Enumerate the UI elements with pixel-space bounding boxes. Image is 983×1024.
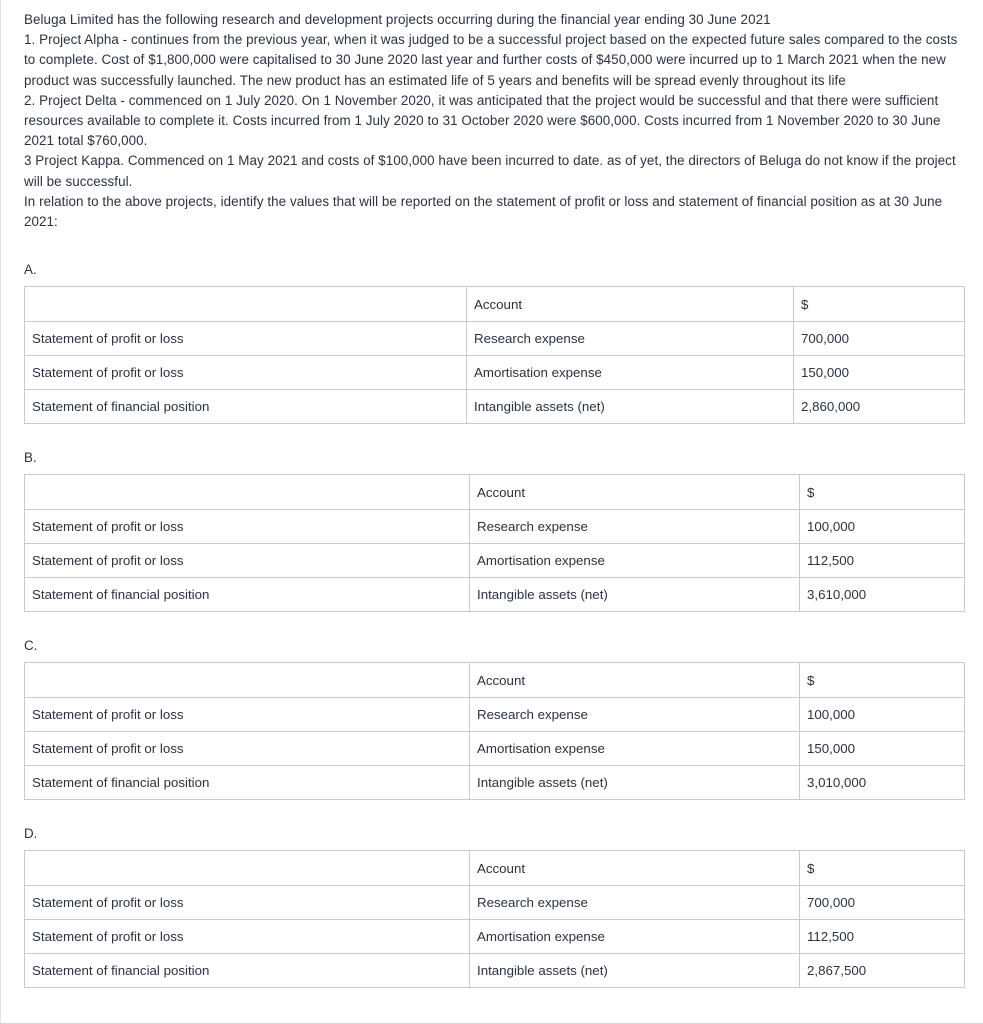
cell-statement: Statement of profit or loss bbox=[25, 698, 470, 732]
table-header-row bbox=[25, 287, 965, 322]
cell-amount: 3,610,000 bbox=[800, 578, 965, 612]
cell-amount: 2,860,000 bbox=[794, 390, 965, 424]
table-row bbox=[25, 766, 965, 800]
option-table-a bbox=[24, 286, 965, 424]
cell-statement: Statement of profit or loss bbox=[25, 886, 470, 920]
cell-statement: Statement of financial position bbox=[25, 578, 470, 612]
table-row bbox=[25, 578, 965, 612]
header-cell-amount: $ bbox=[800, 851, 965, 886]
table-header-row bbox=[25, 475, 965, 510]
question-paragraph-3: 3 Project Kappa. Commenced on 1 May 2021 and costs of $100,000 have been incurred to date. as of yet, the directors of Beluga do not know if the project will be successful. bbox=[24, 153, 956, 189]
cell-account: Amortisation expense bbox=[470, 920, 800, 954]
table-row bbox=[25, 356, 965, 390]
cell-account: Research expense bbox=[470, 510, 800, 544]
spacer bbox=[24, 612, 963, 636]
cell-amount: 150,000 bbox=[794, 356, 965, 390]
question-paragraph-1: 1. Project Alpha - continues from the previous year, when it was judged to be a successful project based on the expected future sales compared to the costs to complete. Cost of $1,800,000 were capitalised to 30 June 2020 last year and further costs of $450,000 were incurred up to 1 March 2021 when the new product was successfully launched. The new product has an estimated life of 5 years and benefits will be spread evenly throughout its life bbox=[24, 32, 958, 88]
cell-amount: 3,010,000 bbox=[800, 766, 965, 800]
table-row bbox=[25, 732, 965, 766]
cell-account: Amortisation expense bbox=[470, 732, 800, 766]
option-table-b bbox=[24, 474, 965, 612]
cell-account: Research expense bbox=[470, 698, 800, 732]
table-row bbox=[25, 886, 965, 920]
header-cell-account: Account bbox=[470, 851, 800, 886]
header-cell-blank bbox=[25, 663, 470, 698]
table-header-row bbox=[25, 851, 965, 886]
question-paragraph-4: In relation to the above projects, identify the values that will be reported on the statement of profit or loss and statement of financial position as at 30 June 2021: bbox=[24, 193, 943, 230]
cell-statement: Statement of profit or loss bbox=[25, 356, 467, 390]
table-row bbox=[25, 920, 965, 954]
cell-account: Research expense bbox=[470, 886, 800, 920]
header-cell-blank bbox=[25, 287, 467, 322]
header-cell-blank bbox=[25, 851, 470, 886]
header-cell-amount: $ bbox=[794, 287, 965, 322]
table-row bbox=[25, 390, 965, 424]
table-row bbox=[25, 322, 965, 356]
option-label-d: D. bbox=[24, 826, 38, 842]
cell-amount: 700,000 bbox=[794, 322, 965, 356]
cell-account: Intangible assets (net) bbox=[470, 954, 800, 988]
header-cell-account: Account bbox=[470, 475, 800, 510]
option-label-a: A. bbox=[24, 262, 37, 278]
cell-amount: 100,000 bbox=[800, 698, 965, 732]
cell-statement: Statement of profit or loss bbox=[25, 322, 467, 356]
question-paragraph-2: 2. Project Delta - commenced on 1 July 2020. On 1 November 2020, it was anticipated that the project would be successful and that there were sufficient resources available to complete it. Costs incurred from 1 July 2020 to 31 October 2020 were $600,000. Costs incurred from 1 November 2020 to 30 June 2021 total $760,000. bbox=[24, 92, 941, 149]
header-cell-account: Account bbox=[470, 663, 800, 698]
cell-statement: Statement of profit or loss bbox=[25, 544, 470, 578]
cell-account: Amortisation expense bbox=[470, 544, 800, 578]
cell-amount: 2,867,500 bbox=[800, 954, 965, 988]
option-table-c bbox=[24, 662, 965, 800]
option-table-d bbox=[24, 850, 965, 988]
table-row bbox=[25, 954, 965, 988]
cell-statement: Statement of financial position bbox=[25, 766, 470, 800]
cell-account: Intangible assets (net) bbox=[470, 578, 800, 612]
cell-statement: Statement of profit or loss bbox=[25, 920, 470, 954]
spacer bbox=[24, 800, 963, 824]
cell-amount: 700,000 bbox=[800, 886, 965, 920]
cell-statement: Statement of financial position bbox=[25, 390, 467, 424]
cell-amount: 112,500 bbox=[800, 920, 965, 954]
header-cell-blank bbox=[25, 475, 470, 510]
table-row bbox=[25, 698, 965, 732]
cell-account: Intangible assets (net) bbox=[467, 390, 794, 424]
cell-amount: 150,000 bbox=[800, 732, 965, 766]
cell-statement: Statement of profit or loss bbox=[25, 510, 470, 544]
cell-account: Intangible assets (net) bbox=[470, 766, 800, 800]
spacer bbox=[24, 424, 963, 448]
cell-account: Amortisation expense bbox=[467, 356, 794, 390]
option-label-c: C. bbox=[24, 638, 38, 654]
table-row bbox=[25, 510, 965, 544]
spacer bbox=[24, 232, 963, 260]
header-cell-amount: $ bbox=[800, 475, 965, 510]
cell-statement: Statement of profit or loss bbox=[25, 732, 470, 766]
cell-statement: Statement of financial position bbox=[25, 954, 470, 988]
option-label-b: B. bbox=[24, 450, 37, 466]
header-cell-amount: $ bbox=[800, 663, 965, 698]
header-cell-account: Account bbox=[467, 287, 794, 322]
cell-amount: 100,000 bbox=[800, 510, 965, 544]
table-row bbox=[25, 544, 965, 578]
question-intro: Beluga Limited has the following research and development projects occurring during the financial year ending 30 June 2021 bbox=[24, 12, 771, 27]
cell-amount: 112,500 bbox=[800, 544, 965, 578]
table-header-row bbox=[25, 663, 965, 698]
cell-account: Research expense bbox=[467, 322, 794, 356]
page-content bbox=[1, 0, 983, 988]
